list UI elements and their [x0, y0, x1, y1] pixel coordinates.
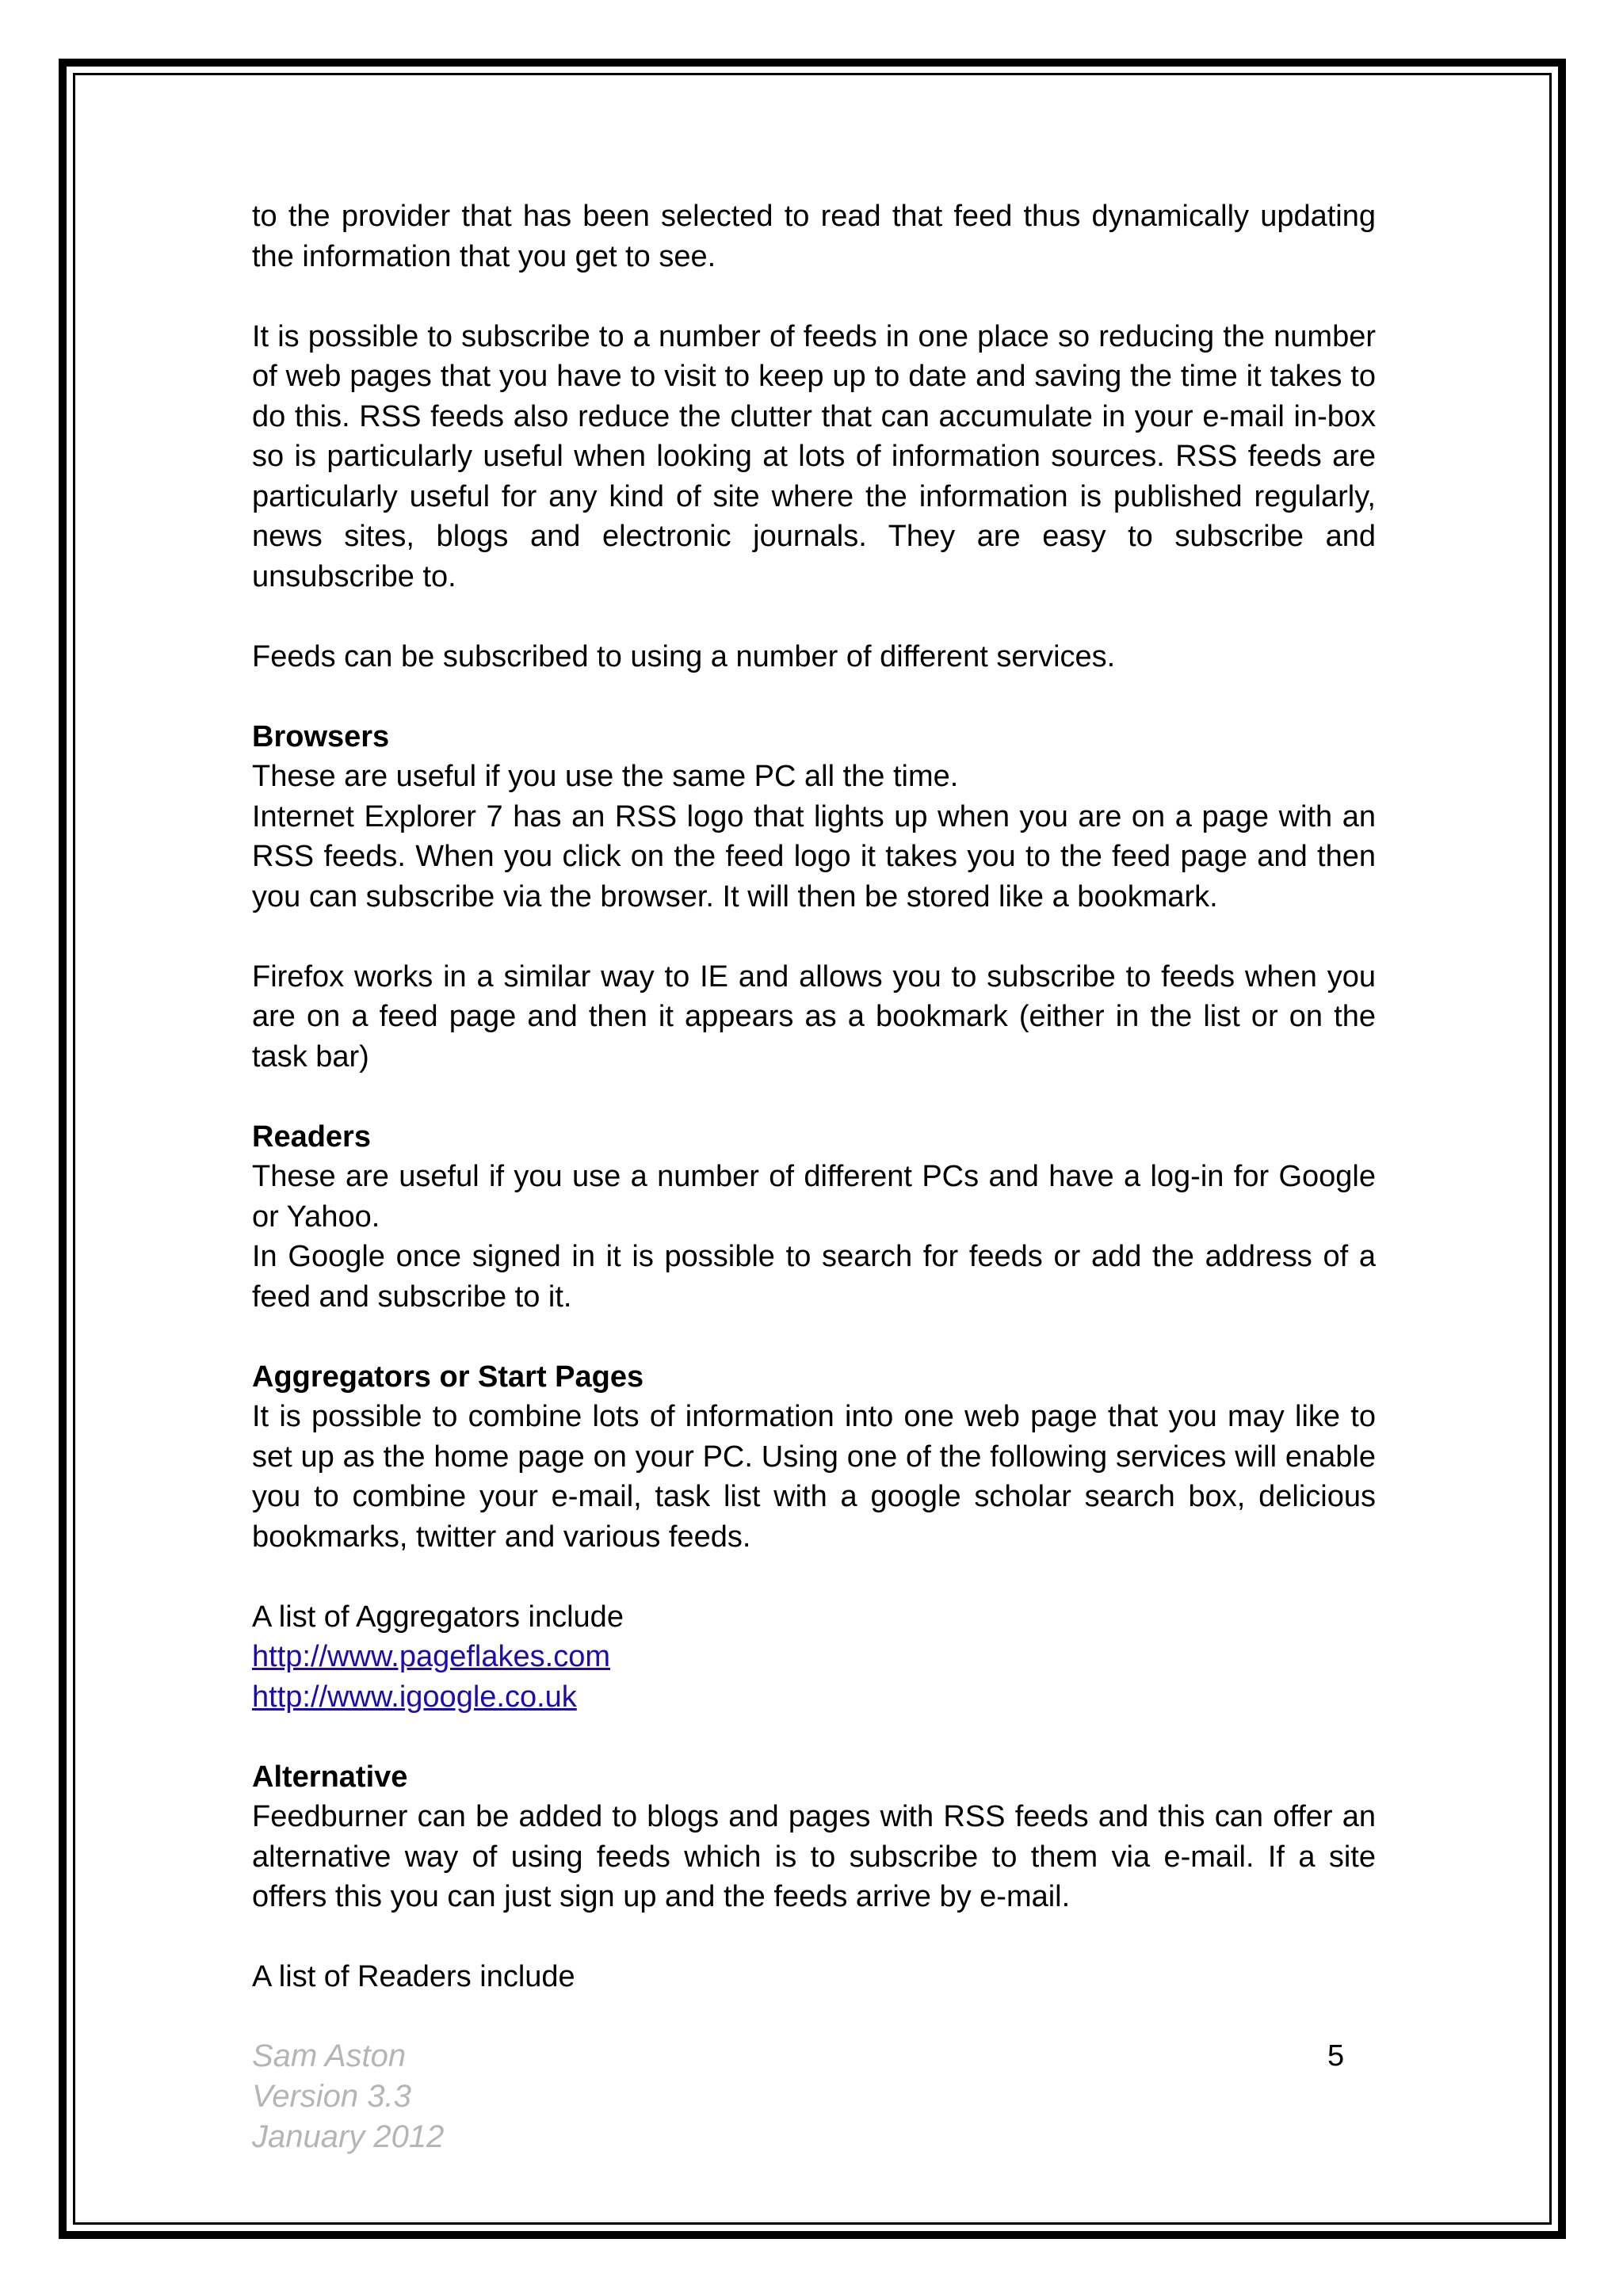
section-aggregators — [252, 1357, 1376, 1718]
document-body — [252, 196, 1376, 1997]
section-readers — [252, 1117, 1376, 1318]
aggregators-list-intro: A list of Aggregators include — [252, 1600, 624, 1634]
footer-version: Version 3.3 — [252, 2079, 411, 2114]
heading-alternative: Alternative — [252, 1760, 408, 1794]
page-number: 5 — [1327, 2039, 1345, 2073]
browsers-line-2: Internet Explorer 7 has an RSS logo that lights up when you are on a page with an RSS feeds. When you click on the feed logo it takes you to the feed page and then you can subscribe via the browser. It will then be stored like a bookmark. — [252, 799, 1376, 913]
heading-browsers: Browsers — [252, 719, 390, 753]
aggregators-line-1: It is possible to combine lots of information into one web page that you may like to set up as the home page on your PC. Using one of the following services will enable you to combine your e-mail, task list with a google scholar search box, delicious bookmarks, twitter and various feeds. — [252, 1400, 1376, 1554]
section-browsers — [252, 717, 1376, 1077]
heading-readers: Readers — [252, 1119, 371, 1154]
paragraph-services: Feeds can be subscribed to using a number of different services. — [252, 639, 1116, 673]
browsers-line-3: Firefox works in a similar way to IE and allows you to subscribe to feeds when you are on a feed page and then it appears as a bookmark (either in the list or on the task bar) — [252, 959, 1376, 1074]
footer-author: Sam Aston — [252, 2039, 407, 2073]
readers-line-2: In Google once signed in it is possible to search for feeds or add the address of a feed and subscribe to it. — [252, 1240, 1376, 1314]
readers-list-intro: A list of Readers include — [252, 1960, 575, 1993]
heading-aggregators: Aggregators or Start Pages — [252, 1360, 644, 1394]
footer-author-block — [252, 2036, 444, 2157]
paragraph-intro: to the provider that has been selected to read that feed thus dynamically updating the information that you get to see. — [252, 200, 1376, 273]
footer-date: January 2012 — [252, 2119, 445, 2154]
browsers-line-1: These are useful if you use the same PC all the time. — [252, 760, 959, 793]
readers-line-1: These are useful if you use a number of different PCs and have a log-in for Google or Yahoo. — [252, 1160, 1376, 1234]
alternative-line-1: Feedburner can be added to blogs and pages with RSS feeds and this can offer an alternative way of using feeds which is to subscribe to them via e-mail. If a site offers this you can just sign up and the feeds arrive by e-mail. — [252, 1800, 1376, 1913]
section-alternative — [252, 1757, 1376, 1997]
link-igoogle[interactable]: http://www.igoogle.co.uk — [252, 1680, 577, 1714]
link-pageflakes[interactable]: http://www.pageflakes.com — [252, 1640, 610, 1673]
paragraph-subscribe-benefits: It is possible to subscribe to a number of feeds in one place so reducing the number of web pages that you have to visit to keep up to date and saving the time it takes to do this. RSS feeds also reduce the clutter that can accumulate in your e-mail in-box so is particularly useful when looking at lots of information sources. RSS feeds are particularly useful for any kind of site where the information is published regularly, news sites, blogs and electronic journals. They are easy to subscribe and unsubscribe to. — [252, 319, 1376, 593]
